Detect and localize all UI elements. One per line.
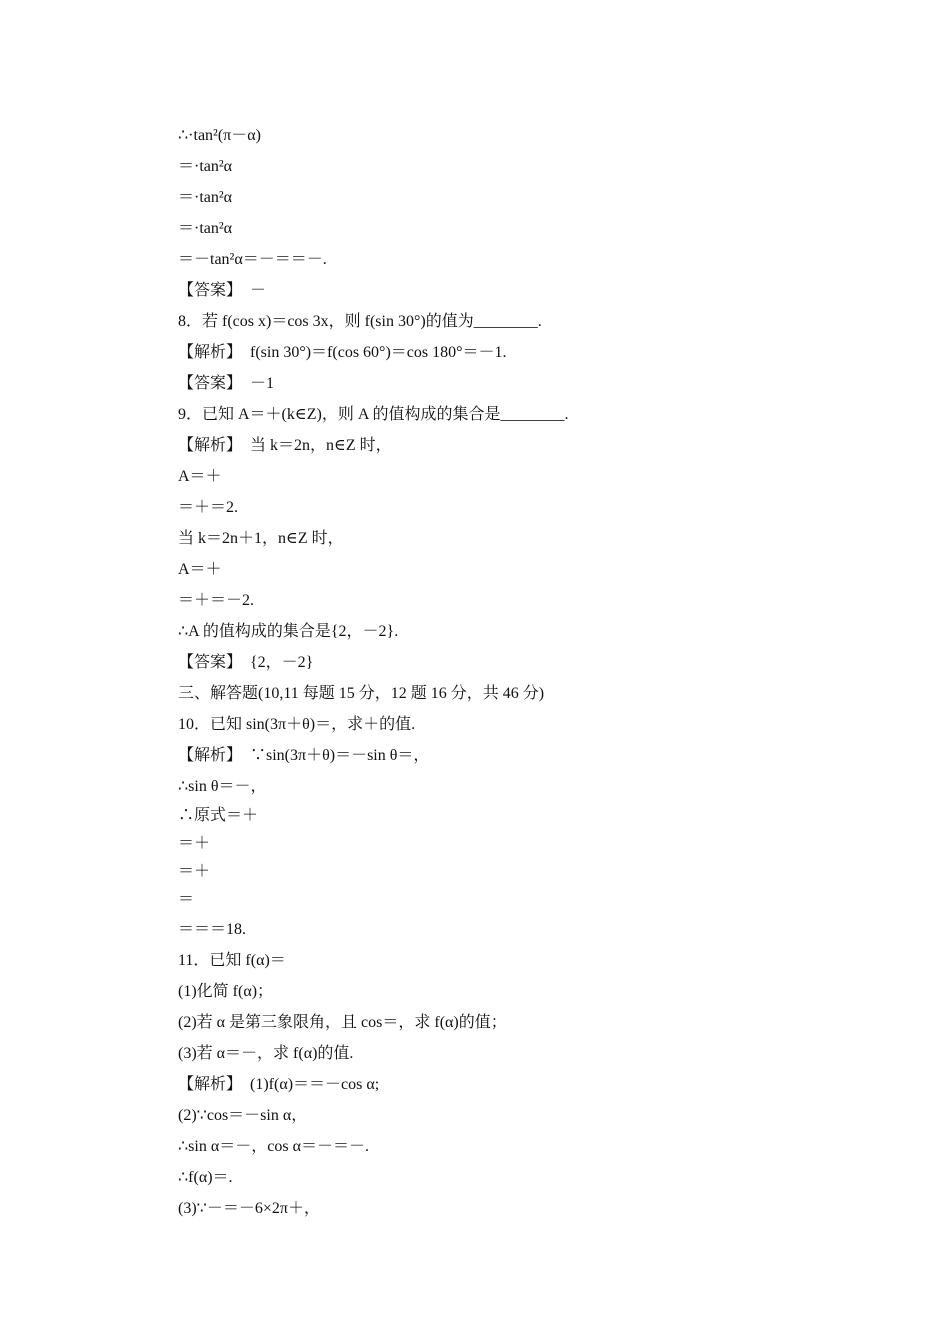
text-line: A＝＋: [178, 561, 222, 578]
text-line: (3)若 α＝－，求 f(α)的值.: [178, 1045, 354, 1062]
text-line: ∴·tan²(π－α): [178, 127, 261, 144]
text-line: 【解析】 当 k＝2n，n∈Z 时，: [178, 437, 392, 454]
text-line: 8．若 f(cos x)＝cos 3x，则 f(sin 30°)的值为________.: [178, 313, 542, 330]
text-line: 【答案】 －: [178, 282, 267, 299]
text-line: 10．已知 sin(3π＋θ)＝，求＋的值.: [178, 716, 416, 733]
text-line: 三、解答题(10,11 每题 15 分，12 题 16 分，共 46 分): [178, 685, 545, 702]
text-line: 【答案】 －1: [178, 375, 275, 392]
text-line: ＝·tan²α: [178, 189, 233, 206]
text-line: (2)若 α 是第三象限角，且 cos＝，求 f(α)的值；: [178, 1014, 507, 1031]
text-line: ＝＋＝2.: [178, 499, 239, 516]
text-line: ∴f(α)＝.: [178, 1169, 233, 1186]
text-line: 11．已知 f(α)＝: [178, 952, 286, 969]
text-line: ∴sin α＝－，cos α＝－＝－.: [178, 1138, 369, 1155]
text-line: ＝·tan²α: [178, 220, 233, 237]
text-line: ∴sin θ＝－，: [178, 778, 267, 795]
text-line: 当 k＝2n＋1，n∈Z 时，: [178, 530, 344, 547]
text-line: ＝－tan²α＝－＝＝－.: [178, 251, 327, 268]
text-line: 【答案】 {2，－2}: [178, 654, 314, 671]
text-line: (3)∵－＝－6×2π＋，: [178, 1200, 320, 1217]
text-line: (1)化简 f(α)；: [178, 983, 274, 1000]
text-line: ＝＋＝－2.: [178, 592, 255, 609]
text-line: 【解析】 (1)f(α)＝＝－cos α;: [178, 1076, 380, 1093]
text-line: ＝·tan²α: [178, 158, 233, 175]
document-body: [178, 120, 878, 1224]
text-line: 【解析】 f(sin 30°)＝f(cos 60°)＝cos 180°＝－1.: [178, 344, 507, 361]
text-line: ＝＝＝18.: [178, 921, 247, 938]
text-line: ＝＋: [178, 863, 211, 880]
text-line: ∴A 的值构成的集合是{2，－2}.: [178, 623, 399, 640]
text-line: ＝＋: [178, 835, 211, 852]
text-line: ∴原式＝＋: [178, 807, 259, 824]
text-line: 【解析】 ∵sin(3π＋θ)＝－sin θ＝，: [178, 747, 430, 764]
text-line: (2)∵cos＝－sin α，: [178, 1107, 308, 1124]
text-line: 9．已知 A＝＋(k∈Z)，则 A 的值构成的集合是________.: [178, 406, 569, 423]
text-line: ＝: [178, 891, 195, 908]
text-line: A＝＋: [178, 468, 222, 485]
